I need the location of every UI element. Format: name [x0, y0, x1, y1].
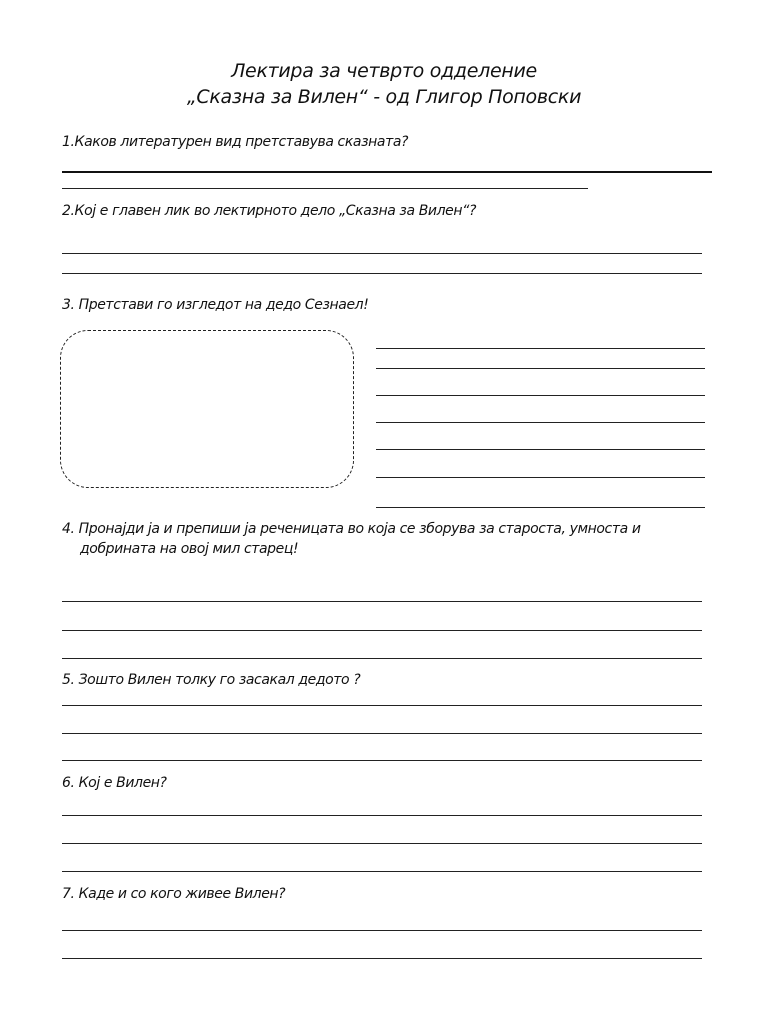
answer-line: [62, 760, 702, 761]
answer-line: [376, 507, 705, 508]
question-4-line-1: 4. Пронајди ја и препиши ја реченицата во која се зборува за староста, умноста и: [62, 521, 641, 537]
question-4-line-2: добрината на овој мил старец!: [80, 541, 299, 557]
worksheet-title-line-2: „Сказна за Вилен“ - од Глигор Поповски: [186, 86, 582, 108]
answer-line: [376, 477, 705, 478]
question-3: 3. Претстави го изгледот на дедо Сезнаел!: [62, 297, 369, 313]
drawing-box[interactable]: [60, 330, 354, 488]
answer-line: [62, 273, 702, 274]
answer-line: [62, 601, 702, 602]
answer-line: [62, 658, 702, 659]
answer-line: [62, 958, 702, 959]
answer-line: [376, 368, 705, 369]
question-4: [62, 521, 641, 557]
question-6: 6. Кој е Вилен?: [62, 775, 167, 791]
answer-line: [376, 395, 705, 396]
answer-line: [62, 871, 702, 872]
answer-line: [62, 630, 702, 631]
answer-line: [62, 843, 702, 844]
answer-line: [62, 253, 702, 254]
answer-line: [62, 930, 702, 931]
answer-line: [376, 348, 705, 349]
answer-line: [376, 449, 705, 450]
answer-line: [62, 705, 702, 706]
question-5: 5. Зошто Вилен толку го засакал дедото ?: [62, 672, 361, 688]
answer-line: [62, 815, 702, 816]
answer-line: [62, 733, 702, 734]
question-1: 1.Каков литературен вид претставува сказната?: [62, 134, 409, 150]
question-7: 7. Каде и со кого живее Вилен?: [62, 886, 286, 902]
answer-line: [62, 188, 588, 189]
question-2: 2.Кој е главен лик во лектирното дело „Сказна за Вилен“?: [62, 203, 477, 219]
worksheet-title-line-1: Лектира за четврто одделение: [231, 60, 537, 82]
answer-line: [376, 422, 705, 423]
answer-line: [62, 171, 712, 173]
